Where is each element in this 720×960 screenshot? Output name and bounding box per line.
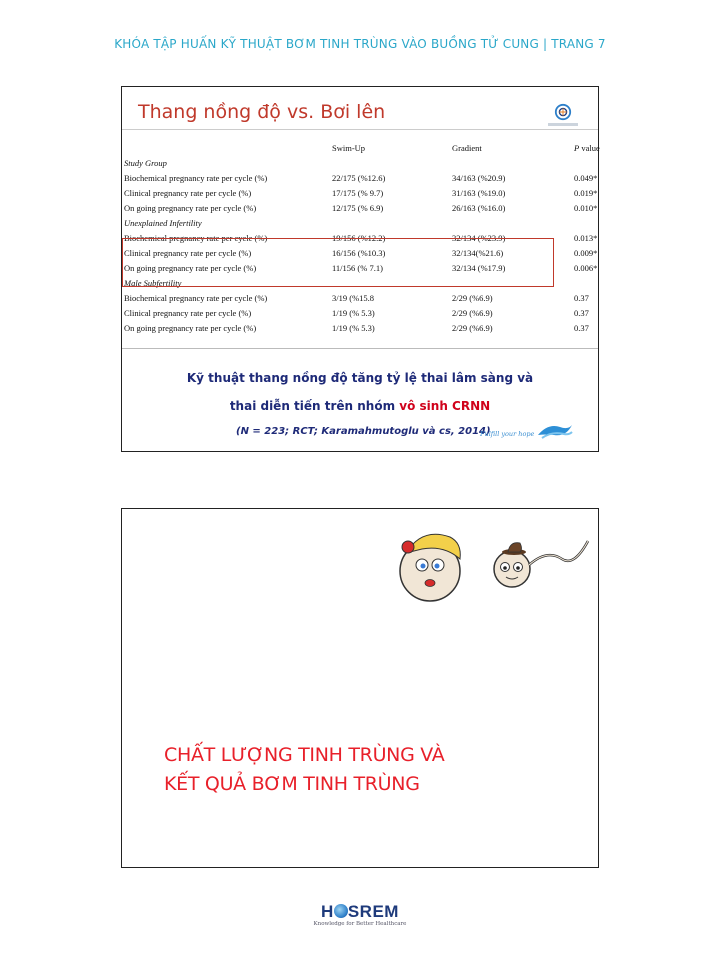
brand-tagline: Fulfill your hope xyxy=(480,430,535,438)
section-label: Unexplained Infertility xyxy=(124,218,202,228)
row-label: Clinical pregnancy rate per cycle (%) xyxy=(124,188,252,198)
row-label: On going pregnancy rate per cycle (%) xyxy=(124,203,257,213)
wave-logo-icon xyxy=(536,421,574,441)
cell-swimup: 16/156 (%10.3) xyxy=(332,248,386,258)
title-divider xyxy=(122,129,598,130)
page-header: KHÓA TẬP HUẤN KỸ THUẬT BƠM TINH TRÙNG VÀO BUỒNG TỬ CUNG | TRANG 7 xyxy=(114,37,606,51)
summary-emphasis: vô sinh CRNN xyxy=(399,399,491,413)
cell-pvalue: 0.010* xyxy=(574,203,598,213)
cell-gradient: 2/29 (%6.9) xyxy=(452,308,493,318)
section-title-line-2: KẾT QUẢ BƠM TINH TRÙNG xyxy=(164,773,420,795)
cell-pvalue: 0.37 xyxy=(574,308,589,318)
cell-pvalue: 0.049* xyxy=(574,173,598,183)
cell-gradient: 26/163 (%16.0) xyxy=(452,203,506,213)
table-row xyxy=(122,201,600,216)
row-label: Biochemical pregnancy rate per cycle (%) xyxy=(124,173,268,183)
cell-gradient: 32/134 (%23.9) xyxy=(452,233,506,243)
cell-pvalue: 0.37 xyxy=(574,323,589,333)
col-header-pvalue: P value xyxy=(574,143,600,153)
clinic-logo-caption xyxy=(548,123,578,126)
row-label: Biochemical pregnancy rate per cycle (%) xyxy=(124,293,268,303)
section-label: Study Group xyxy=(124,158,167,168)
cell-swimup: 22/175 (%12.6) xyxy=(332,173,386,183)
cell-pvalue: 0.009* xyxy=(574,248,598,258)
unexplained-infertility-highlight xyxy=(122,238,554,287)
cell-swimup: 12/175 (% 6.9) xyxy=(332,203,384,213)
study-citation: (N = 223; RCT; Karamahmutoglu và cs, 2014) xyxy=(236,426,491,437)
cell-pvalue: 0.013* xyxy=(574,233,598,243)
cell-gradient: 2/29 (%6.9) xyxy=(452,323,493,333)
row-label: Clinical pregnancy rate per cycle (%) xyxy=(124,248,252,258)
summary-line-2 xyxy=(122,399,598,413)
summary-line-1: Kỹ thuật thang nồng độ tăng tỷ lệ thai lâm sàng và xyxy=(186,371,534,385)
globe-icon xyxy=(334,904,348,918)
cell-pvalue: 0.37 xyxy=(574,293,589,303)
clinic-logo-icon xyxy=(554,103,572,121)
logo-letters-srem: SREM xyxy=(347,902,399,921)
cell-swimup: 11/156 (% 7.1) xyxy=(332,263,383,273)
section-title-line-1: CHẤT LƯỢNG TINH TRÙNG VÀ xyxy=(164,744,445,766)
row-label: On going pregnancy rate per cycle (%) xyxy=(124,263,257,273)
table-row xyxy=(122,186,600,201)
hosrem-wordmark xyxy=(310,902,410,922)
cell-gradient: 2/29 (%6.9) xyxy=(452,293,493,303)
logo-letter-h: H xyxy=(321,902,334,921)
cell-pvalue: 0.006* xyxy=(574,263,598,273)
row-label: Clinical pregnancy rate per cycle (%) xyxy=(124,308,252,318)
slide-section-title xyxy=(121,508,599,868)
col-header-gradient: Gradient xyxy=(452,143,482,153)
cell-gradient: 31/163 (%19.0) xyxy=(452,188,506,198)
hosrem-tagline: Knowledge for Better Healthcare xyxy=(313,921,407,927)
table-header-row xyxy=(122,141,600,156)
slide-title: Thang nồng độ vs. Bơi lên xyxy=(138,101,386,123)
table-section-row xyxy=(122,156,600,171)
egg-and-sperm-cartoon-icon xyxy=(392,519,592,611)
col-header-swimup: Swim-Up xyxy=(332,143,366,153)
table-section-row xyxy=(122,216,600,231)
cell-gradient: 32/134(%21.6) xyxy=(452,248,504,258)
cell-swimup: 1/19 (% 5.3) xyxy=(332,323,375,333)
cell-pvalue: 0.019* xyxy=(574,188,598,198)
cell-swimup: 1/19 (% 5.3) xyxy=(332,308,375,318)
section-label: Male Subfertility xyxy=(124,278,182,288)
row-label: Biochemical pregnancy rate per cycle (%) xyxy=(124,233,268,243)
summary-line-2-text: thai diễn tiến trên nhóm xyxy=(229,399,400,413)
cell-swimup: 19/156 (%12.2) xyxy=(332,233,386,243)
table-row xyxy=(122,306,600,321)
table-row xyxy=(122,291,600,306)
table-row xyxy=(122,171,600,186)
table-bottom-rule xyxy=(122,348,598,349)
table-row xyxy=(122,321,600,336)
row-label: On going pregnancy rate per cycle (%) xyxy=(124,323,257,333)
slide-sperm-prep-comparison xyxy=(121,86,599,452)
cell-swimup: 3/19 (%15.8 xyxy=(332,293,375,303)
section-title xyxy=(164,741,444,799)
cell-gradient: 32/134 (%17.9) xyxy=(452,263,506,273)
cell-gradient: 34/163 (%20.9) xyxy=(452,173,506,183)
hosrem-footer-logo xyxy=(310,902,410,927)
cell-swimup: 17/175 (% 9.7) xyxy=(332,188,384,198)
